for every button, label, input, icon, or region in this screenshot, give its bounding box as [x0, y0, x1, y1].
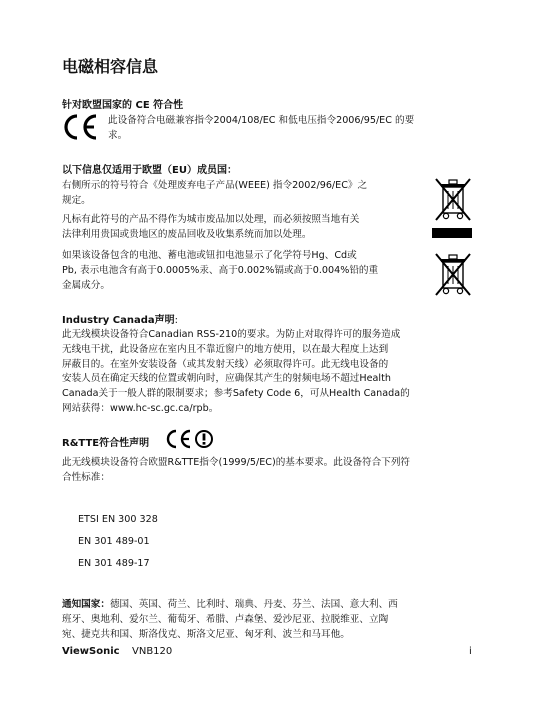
- page-title: 电磁相容信息: [62, 57, 159, 76]
- canada-line-2: 无线电干扰，此设备应在室内且不靠近窗户的地方使用，以在最大程度上达到: [62, 343, 389, 355]
- weee-p2-line-1: 凡标有此符号的产品不得作为城市废品加以处理，而必须按照当地有关: [62, 214, 360, 225]
- ce-text: [108, 114, 414, 144]
- canada-line-3: 屏蔽目的。在室外安装设备（或其发射天线）必须取得许可。此无线电设备的: [62, 358, 389, 370]
- ce-text-line-2: 求。: [108, 129, 128, 141]
- standard-2: EN 301 489-01: [78, 536, 150, 547]
- canada-paragraph: [62, 328, 410, 417]
- weee-paragraph-1: [62, 179, 367, 209]
- exclamation-circle-icon: [194, 429, 214, 453]
- countries-paragraph: [62, 598, 398, 642]
- footer-brand: ViewSonic: [62, 646, 120, 657]
- countries-line-2: 班牙、奥地利、爱尔兰、葡萄牙、希腊、卢森堡、爱沙尼亚、拉脱维亚、立陶: [62, 613, 389, 625]
- weee-bar-icon: [432, 228, 472, 238]
- weee-p3-line-2: Pb, 表示电池含有高于0.0005%汞、高于0.002%镉或高于0.004%铅的重: [62, 264, 379, 276]
- weee-paragraph-3: [62, 249, 378, 293]
- ce-section-heading: 针对欧盟国家的 CE 符合性: [62, 100, 184, 111]
- footer-model: VNB120: [132, 646, 173, 657]
- canada-line-5: Canada关于一般人群的限制要求；参考Safety Code 6，可从Health Canada的: [62, 388, 410, 400]
- canada-heading-suffix: :: [174, 315, 179, 326]
- rtte-line-2: 合性标准：: [62, 471, 110, 483]
- weee-p3-line-1: 如果该设备包含的电池、蓄电池或钮扣电池显示了化学符号Hg、Cd或: [62, 250, 357, 261]
- standard-1: ETSI EN 300 328: [78, 514, 158, 525]
- canada-line-4: 安装人员在确定天线的位置或朝向时，应确保其产生的射频电场不超过Health: [62, 373, 391, 385]
- countries-line-3: 宛、捷克共和国、斯洛伐克、斯洛文尼亚、匈牙利、波兰和马耳他。: [62, 628, 350, 640]
- canada-heading-text: Industry Canada声明: [62, 315, 175, 326]
- weee-bin-icon: [432, 175, 476, 227]
- weee-paragraph-2: [62, 213, 359, 243]
- weee-p1-line-1: 右侧所示的符号符合《处理废弃电子产品(WEEE) 指令2002/96/EC》之: [62, 180, 368, 191]
- rtte-section-heading: R&TTE符合性声明: [62, 438, 150, 449]
- footer-page-number: i: [469, 646, 472, 657]
- rtte-line-1: 此无线模块设备符合欧盟R&TTE指令(1999/5/EC)的基本要求。此设备符合下列符: [62, 457, 411, 468]
- countries-line-1-text: 德国、英国、荷兰、比利时、瑞典、丹麦、芬兰、法国、意大利、西: [109, 599, 398, 610]
- weee-bin-icon-2: [432, 250, 476, 306]
- ce-text-line-1: 此设备符合电磁兼容指令2004/108/EC 和低电压指令2006/95/EC 的要: [108, 115, 415, 126]
- countries-label: 通知国家：: [62, 599, 110, 610]
- ce-mark-icon: [62, 113, 102, 145]
- rtte-paragraph: [62, 456, 410, 486]
- weee-p2-line-2: 法律利用贵国或贵地区的废品回收及收集系统而加以处理。: [62, 228, 312, 240]
- weee-section-heading: 以下信息仅适用于欧盟（EU）成员国：: [62, 165, 237, 176]
- standard-3: EN 301 489-17: [78, 558, 150, 569]
- canada-line-1: 此无线模块设备符合Canadian RSS-210的要求。为防止对取得许可的服务造成: [62, 329, 401, 340]
- countries-line-1: [62, 598, 398, 613]
- canada-line-6: 网站获得：www.hc-sc.gc.ca/rpb。: [62, 402, 219, 414]
- weee-p3-line-3: 金属成分。: [62, 279, 110, 291]
- weee-p1-line-2: 规定。: [62, 194, 91, 206]
- canada-section-heading: [62, 311, 178, 326]
- rtte-ce-mark-icon: [166, 429, 194, 453]
